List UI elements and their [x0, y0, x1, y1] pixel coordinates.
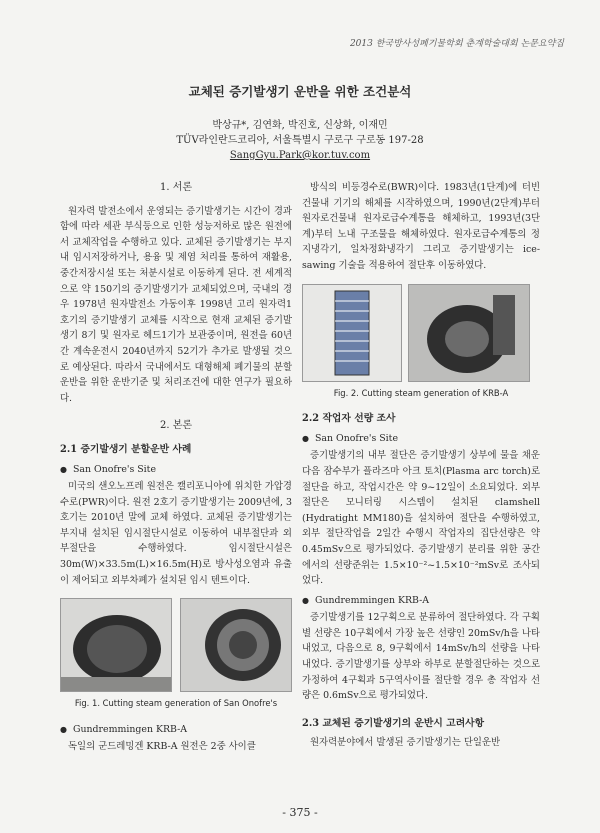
paper-title: 교체된 증기발생기 운반을 위한 조건분석 [188, 84, 412, 99]
subsection-2-1: 2.1 증기발생기 분할운반 사례 [60, 443, 192, 455]
figure-1-photos [60, 598, 292, 692]
author-block [0, 118, 600, 163]
right-column [302, 180, 540, 755]
krb-a-paragraph: 방식의 비등경수로(BWR)이다. 1983년(1단계)에 터빈건물내 기기의 해체를 시작하였으며, 1990년(2단계)부터 원자로건물내 원자로급수계통을 해체하고, 1993년(3단계)부터 노내 구조물을 해체하였다. 원자로급수계통의 정지냉각기, 일차정화냉각기 그리고 증기발생기는 ice-sawing 기술을 적용하여 절단후 이동하였다. [302, 182, 540, 271]
subsection-2-3: 2.3 교체된 증기발생기의 운반시 고려사항 [302, 717, 485, 729]
gundremmingen-dose-paragraph: 증기발생기를 12구획으로 분류하여 절단하였다. 각 구획별 선량은 10구획에서 가장 높은 선량인 20mSv/h을 나타내었고, 다음으로 8, 9구획에서 14mSv/h의 선량을 나타내었다. 증기발생기를 상부와 하부로 분할절단하는 것으로 가정하여 4구획과 5구역사이를 절단할 경우 총 작업자 선량은 0.6mSv으로 평가되었다. [302, 612, 540, 702]
figure-1-photo-right [180, 598, 292, 692]
san-onofre-paragraph: 미국의 샌오노프레 원전은 캘리포니아에 위치한 가압경수로(PWR)이다. 원전 2호기 증기발생기는 2009년에, 3호기는 2010년 말에 교체 하였다. 교체된 증기발생기는 부지내 설치된 임시절단시설로 이동하여 내부절단과 외부절단을 수행하였다. 임시절단시설은 30m(W)×33.5m(L)×16.5m(H)로 방사성오염과 유출이 제어되고 외부차폐가 설치된 임시 텐트이다. [60, 481, 292, 586]
steam-generator-section-drawing [61, 599, 172, 691]
transport-considerations-paragraph-start: 원자력분야에서 발생된 증기발생기는 단일운반 [310, 737, 501, 749]
san-onofre-dose-paragraph: 증기발생기의 내부 절단은 증기발생기 상부에 물을 채운다음 잠수부가 플라즈마 아크 토치(Plasma arc torch)로 절단을 하고, 작업시간은 약 9~12일이 소요되었다. 외부절단은 모니터링 시스템이 설치된 clamshell (Hydratight MM180)을 설치하여 절단을 수행하였고, 외부 절단작업을 2일간 수행시 작업자의 집단선량은 약 0.45mSv으로 평가되었다. 증기발생기 분리를 위한 공간에서의 선량준위는 1.5×10⁻²~1.5×10⁻²mSv로 조사되었다. [302, 450, 540, 587]
page-number: - 375 - [282, 806, 318, 819]
bullet-san-onofre-dose: ● San Onofre's Site [302, 431, 540, 447]
authors: 박상규*, 김연화, 박진호, 신상화, 이재민 [212, 120, 388, 131]
subsection-2-2: 2.2 작업자 선량 조사 [302, 413, 396, 425]
intro-paragraph: 원자력 발전소에서 운영되는 증기발생기는 시간이 경과함에 따라 세관 부식등으로 인한 성능저하로 많은 원전에서 교체작업을 수행하고 있다. 교체된 증기발생기는 부지내 임시저장하거나, 용융 및 제염 처리를 통하여 재활용, 중간저장시설 또는 처분시설로 이동하게 된다. 전 세계적으로 약 150기의 증기발생기가 교체되었으며, 국내의 경우 1978년 원자발전소 가동이후 1998년 고리 원자력1호기의 증기발생기 교체를 시작으로 현재 교체된 증기발생기 8기 및 원자로 헤드1기가 보관중이며, 원전을 60년간 계속운전시 2040년까지 52기가 추가로 발생될 것으로 예상된다. 따라서 국내에서도 대형해체 폐기물의 분할운반을 위한 운반기준 및 처리조건에 대한 연구가 필요하다. [60, 205, 292, 404]
figure-2-caption: Fig. 2. Cutting steam generation of KRB-A [333, 387, 509, 398]
steam-generator-tube-drawing [181, 599, 292, 691]
section-heading-body: 2. 본론 [159, 420, 193, 432]
bullet-gundremmingen-dose: ● Gundremmingen KRB-A [302, 593, 540, 609]
figure-2-photo [408, 284, 530, 382]
bullet-gundremmingen: ● Gundremmingen KRB-A [60, 722, 292, 738]
left-column [60, 180, 292, 759]
gundremmingen-paragraph-start: 독일의 군드레밍겐 KRB-A 원전은 2중 사이클 [68, 741, 256, 753]
affiliation: TÜV라인란드코리아, 서울특별시 구로구 구로동 197-28 [176, 135, 424, 146]
bullet-san-onofre: ● San Onofre's Site [60, 462, 292, 478]
figure-2-photos [302, 284, 540, 382]
running-header: 2013 한국방사성폐기물학회 춘계학술대회 논문요약집 [349, 39, 564, 49]
figure-2-diagram [302, 284, 402, 382]
figure-1-photo-left [60, 598, 172, 692]
figure-1-caption: Fig. 1. Cutting steam generation of San Onofre's [74, 698, 278, 709]
email-link[interactable]: SangGyu.Park@kor.tuv.com [229, 150, 371, 161]
krb-a-cutting-drawing [409, 285, 529, 381]
steam-generator-segment-diagram [303, 285, 401, 381]
section-heading-intro: 1. 서론 [159, 182, 193, 193]
